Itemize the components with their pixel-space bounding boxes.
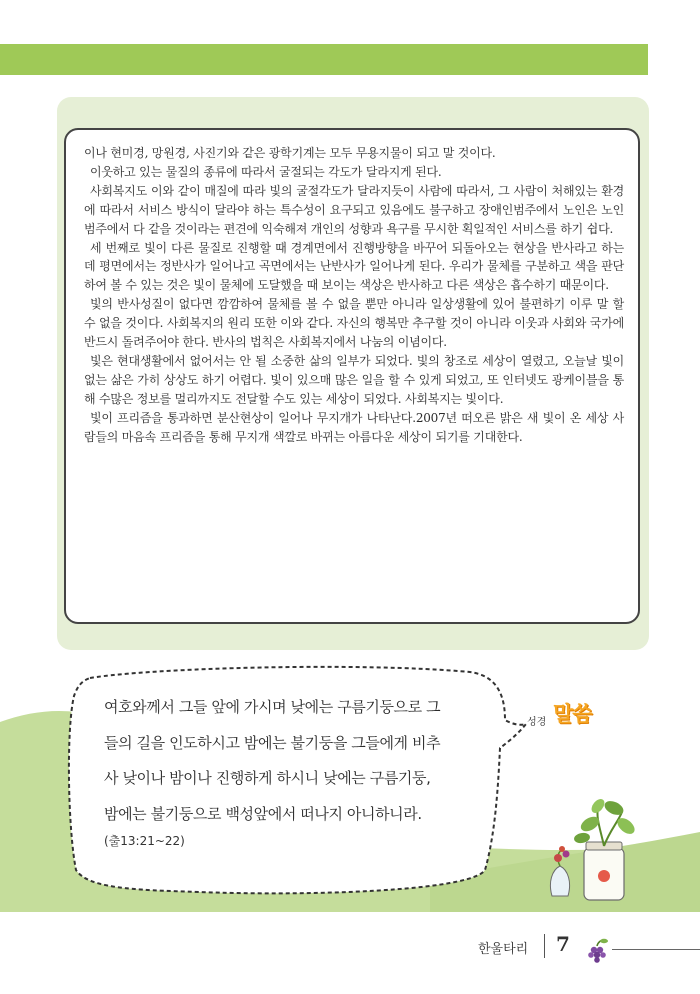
verse-line: 들의 길을 인도하시고 밤에는 불기둥을 그들에게 비추 xyxy=(104,733,441,752)
verse-line: 밤에는 불기둥으로 백성앞에서 떠나지 아니하니라. xyxy=(104,804,422,823)
verse-line: 사 낮이나 밤이나 진행하게 하시니 낮에는 구름기둥, xyxy=(104,769,431,787)
verse-text xyxy=(104,690,474,832)
verse-line: 여호와께서 그들 앞에 가시며 낮에는 구름기둥으로 그 xyxy=(104,698,441,716)
verse-label-bible: 성경 xyxy=(527,717,547,728)
footer-divider xyxy=(544,934,545,958)
paragraph-2: 이웃하고 있는 물질의 종류에 따라서 굴절되는 각도가 달라지게 된다. xyxy=(90,164,442,179)
grape-icon xyxy=(588,939,608,963)
page-number: 7 xyxy=(556,932,570,956)
paragraph-1: 이나 현미경, 망원경, 사진기와 같은 광학기계는 모두 무용지물이 되고 말 것이다. xyxy=(84,146,496,160)
verse-label-word: 말씀 xyxy=(553,702,592,726)
verse-reference: (출13:21~22) xyxy=(104,834,185,848)
paragraph-3: 사회복지도 이와 같이 매질에 따라 빛의 굴절각도가 달라지듯이 사람에 따라서, 그 사람이 처해있는 환경에 따라서 서비스 방식이 달라야 하는 특수성이 요구되고 있음에도 불구하고 장애인범주에서 노인은 노인범주에서 다 같을 것이라는 편견에 익숙해져 개인의 성향과 욕구를 무시한 획일적인 서비스를 하기 쉽다. xyxy=(84,183,624,236)
paragraph-6: 빛은 현대생활에서 없어서는 안 될 소중한 삶의 일부가 되었다. 빛의 창조로 세상이 열렸고, 오늘날 빛이 없는 삶은 가히 상상도 하기 어렵다. 빛이 있으매 많은 일을 할 수 있게 되었고, 또 인터넷도 광케이블을 통해 수많은 정보를 멀리까지도 전달할 수도 있는 세상이 되었다. 사회복지는 빛이다. xyxy=(84,353,624,406)
footer-publication-title: 한울타리 xyxy=(478,942,529,957)
paragraph-5: 빛의 반사성질이 없다면 깜깜하여 물체를 볼 수 없을 뿐만 아니라 일상생활에 있어 불편하기 이루 말 할 수 없을 것이다. 사회복지의 원리 또한 이와 같다. 자신의 행복만 추구할 것이 아니라 이웃과 사회와 국가에 반드시 돌려주어야 한다. 반사의 법칙은 사회복지에서 나눔의 이념이다. xyxy=(84,297,624,350)
paragraph-4: 세 번째로 빛이 다른 물질로 진행할 때 경계면에서 진행방향을 바꾸어 되돌아오는 현상을 반사라고 하는데 평면에서는 정반사가 일어나고 곡면에서는 난반사가 일어나게 된다. 우리가 물체를 구분하고 색을 판단하여 볼 수 있는 것은 빛이 물체에 도달했을 때 보이는 색상은 반사하고 다른 색상은 흡수하기 때문이다. xyxy=(84,240,624,293)
paragraph-7: 빛이 프리즘을 통과하면 분산현상이 일어나 무지개가 나타난다.2007년 떠오른 밝은 새 빛이 온 세상 사람들의 마음속 프리즘을 통해 무지개 색깔로 바뀌는 아름다운 세상이 되기를 기대한다. xyxy=(84,410,624,444)
footer-rule xyxy=(612,949,700,950)
